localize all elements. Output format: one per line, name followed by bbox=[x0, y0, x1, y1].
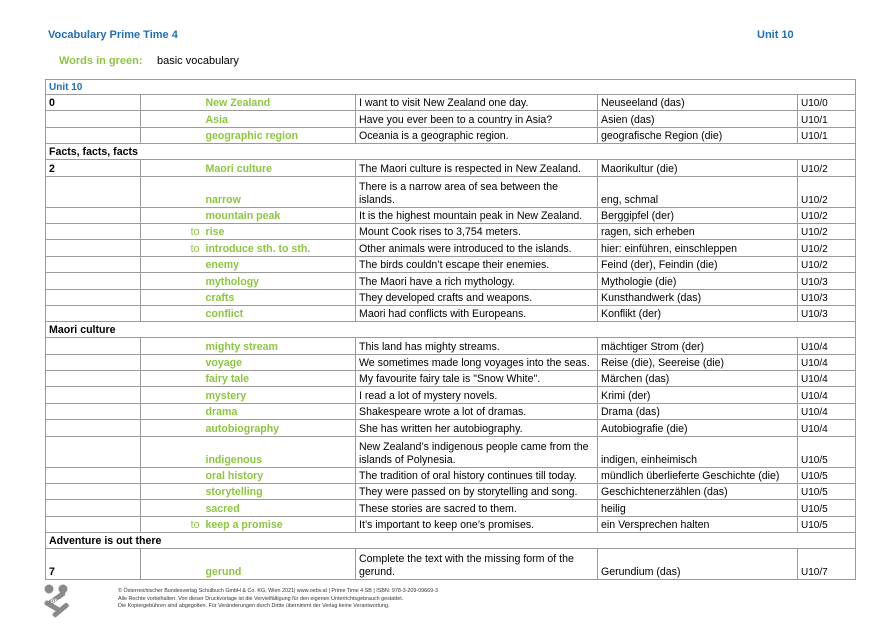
vocab-word: narrow bbox=[203, 176, 356, 207]
infinitive-marker: to bbox=[141, 516, 203, 532]
example-sentence: It is the highest mountain peak in New Zealand. bbox=[356, 207, 598, 223]
document-title: Vocabulary Prime Time 4 bbox=[48, 29, 178, 41]
german-translation: heilig bbox=[598, 500, 798, 516]
exercise-number bbox=[46, 273, 141, 289]
exercise-number bbox=[46, 111, 141, 127]
infinitive-marker bbox=[141, 387, 203, 403]
infinitive-marker bbox=[141, 549, 203, 580]
german-translation: Asien (das) bbox=[598, 111, 798, 127]
vocab-row bbox=[46, 176, 856, 207]
page-reference: U10/4 bbox=[798, 338, 856, 354]
german-translation: Kunsthandwerk (das) bbox=[598, 289, 798, 305]
page-reference: U10/5 bbox=[798, 484, 856, 500]
german-translation: hier: einführen, einschleppen bbox=[598, 240, 798, 256]
example-sentence: Maori had conflicts with Europeans. bbox=[356, 305, 598, 321]
exercise-number bbox=[46, 420, 141, 436]
vocab-word: enemy bbox=[203, 256, 356, 272]
legend-label: Words in green: bbox=[59, 55, 143, 67]
page-reference: U10/3 bbox=[798, 305, 856, 321]
infinitive-marker bbox=[141, 289, 203, 305]
oebv-logo bbox=[38, 580, 74, 618]
exercise-number: 0 bbox=[46, 95, 141, 111]
german-translation: mündlich überlieferte Geschichte (die) bbox=[598, 467, 798, 483]
page-reference: U10/2 bbox=[798, 256, 856, 272]
exercise-number bbox=[46, 516, 141, 532]
exercise-number bbox=[46, 176, 141, 207]
exercise-number: 7 bbox=[46, 549, 141, 580]
example-sentence: There is a narrow area of sea between the islands. bbox=[356, 176, 598, 207]
page-reference: U10/4 bbox=[798, 371, 856, 387]
footer-line: Alle Rechte vorbehalten. Von dieser Druckvorlage ist die Vervielfältigung für den eigenen Unterrichtsgebrauch gestattet. bbox=[118, 595, 404, 602]
example-sentence: Other animals were introduced to the islands. bbox=[356, 240, 598, 256]
page-reference: U10/5 bbox=[798, 500, 856, 516]
german-translation: Berggipfel (der) bbox=[598, 207, 798, 223]
infinitive-marker bbox=[141, 111, 203, 127]
german-translation: Geschichtenerzählen (das) bbox=[598, 484, 798, 500]
vocab-word: autobiography bbox=[203, 420, 356, 436]
vocab-word: New Zealand bbox=[203, 95, 356, 111]
vocabulary-table bbox=[45, 79, 856, 580]
page-reference: U10/4 bbox=[798, 403, 856, 419]
vocab-row bbox=[46, 436, 856, 467]
example-sentence: We sometimes made long voyages into the seas. bbox=[356, 354, 598, 370]
example-sentence: I want to visit New Zealand one day. bbox=[356, 95, 598, 111]
example-sentence: Mount Cook rises to 3,754 meters. bbox=[356, 223, 598, 239]
exercise-number bbox=[46, 500, 141, 516]
infinitive-marker bbox=[141, 127, 203, 143]
unit-label: Unit 10 bbox=[757, 29, 794, 41]
vocab-row bbox=[46, 484, 856, 500]
page-reference: U10/1 bbox=[798, 111, 856, 127]
exercise-number bbox=[46, 207, 141, 223]
infinitive-marker: to bbox=[141, 240, 203, 256]
section-header-row bbox=[46, 533, 856, 549]
german-translation: Autobiografie (die) bbox=[598, 420, 798, 436]
vocab-word: voyage bbox=[203, 354, 356, 370]
infinitive-marker: to bbox=[141, 223, 203, 239]
vocab-word: gerund bbox=[203, 549, 356, 580]
section-title: Maori culture bbox=[46, 322, 856, 338]
example-sentence: The tradition of oral history continues till today. bbox=[356, 467, 598, 483]
exercise-number bbox=[46, 403, 141, 419]
footer-line: © Österreichischer Bundesverlag Schulbuch GmbH & Co. KG, Wien 2021| www.oebv.at | Prime Time 4 SB | ISBN: 978-3-209-09669-3 bbox=[118, 588, 438, 594]
logo-text: öbv bbox=[50, 599, 62, 605]
example-sentence: She has written her autobiography. bbox=[356, 420, 598, 436]
vocab-row bbox=[46, 354, 856, 370]
vocab-row bbox=[46, 516, 856, 532]
infinitive-marker bbox=[141, 500, 203, 516]
page-reference: U10/2 bbox=[798, 160, 856, 176]
example-sentence: Have you ever been to a country in Asia? bbox=[356, 111, 598, 127]
vocab-row bbox=[46, 223, 856, 239]
vocab-word: keep a promise bbox=[203, 516, 356, 532]
exercise-number bbox=[46, 223, 141, 239]
vocab-word: mythology bbox=[203, 273, 356, 289]
page-reference: U10/2 bbox=[798, 240, 856, 256]
vocab-word: sacred bbox=[203, 500, 356, 516]
exercise-number bbox=[46, 387, 141, 403]
german-translation: Maorikultur (die) bbox=[598, 160, 798, 176]
example-sentence: The Maori culture is respected in New Zealand. bbox=[356, 160, 598, 176]
german-translation: ragen, sich erheben bbox=[598, 223, 798, 239]
infinitive-marker bbox=[141, 436, 203, 467]
vocab-row bbox=[46, 95, 856, 111]
vocab-word: Asia bbox=[203, 111, 356, 127]
infinitive-marker bbox=[141, 338, 203, 354]
page-reference: U10/5 bbox=[798, 436, 856, 467]
page-reference: U10/1 bbox=[798, 127, 856, 143]
exercise-number bbox=[46, 371, 141, 387]
page-reference: U10/5 bbox=[798, 467, 856, 483]
exercise-number bbox=[46, 289, 141, 305]
vocab-word: mountain peak bbox=[203, 207, 356, 223]
infinitive-marker bbox=[141, 467, 203, 483]
vocab-row bbox=[46, 500, 856, 516]
vocab-word: indigenous bbox=[203, 436, 356, 467]
page-reference: U10/0 bbox=[798, 95, 856, 111]
vocab-row bbox=[46, 207, 856, 223]
infinitive-marker bbox=[141, 354, 203, 370]
german-translation: Märchen (das) bbox=[598, 371, 798, 387]
vocab-row bbox=[46, 289, 856, 305]
page-reference: U10/7 bbox=[798, 549, 856, 580]
german-translation: Krimi (der) bbox=[598, 387, 798, 403]
vocab-row bbox=[46, 467, 856, 483]
vocab-row bbox=[46, 160, 856, 176]
vocab-row bbox=[46, 338, 856, 354]
vocab-word: geographic region bbox=[203, 127, 356, 143]
vocab-word: rise bbox=[203, 223, 356, 239]
page-reference: U10/4 bbox=[798, 420, 856, 436]
example-sentence: This land has mighty streams. bbox=[356, 338, 598, 354]
example-sentence: Oceania is a geographic region. bbox=[356, 127, 598, 143]
infinitive-marker bbox=[141, 403, 203, 419]
german-translation: Mythologie (die) bbox=[598, 273, 798, 289]
example-sentence: The Maori have a rich mythology. bbox=[356, 273, 598, 289]
vocab-word: fairy tale bbox=[203, 371, 356, 387]
german-translation: Feind (der), Feindin (die) bbox=[598, 256, 798, 272]
vocab-word: drama bbox=[203, 403, 356, 419]
exercise-number bbox=[46, 354, 141, 370]
vocab-row bbox=[46, 256, 856, 272]
vocab-row bbox=[46, 273, 856, 289]
example-sentence: They were passed on by storytelling and song. bbox=[356, 484, 598, 500]
example-sentence: They developed crafts and weapons. bbox=[356, 289, 598, 305]
vocab-row bbox=[46, 127, 856, 143]
footer-line: Die Kopiergebühren sind abgegolten. Für Veränderungen durch Dritte übernimmt der Verlag keine Verantwortung. bbox=[118, 603, 390, 610]
german-translation: Konflikt (der) bbox=[598, 305, 798, 321]
page-reference: U10/2 bbox=[798, 176, 856, 207]
infinitive-marker bbox=[141, 371, 203, 387]
page-reference: U10/2 bbox=[798, 223, 856, 239]
page-reference: U10/4 bbox=[798, 387, 856, 403]
exercise-number bbox=[46, 305, 141, 321]
infinitive-marker bbox=[141, 95, 203, 111]
exercise-number: 2 bbox=[46, 160, 141, 176]
vocab-row bbox=[46, 240, 856, 256]
section-header-row bbox=[46, 144, 856, 160]
infinitive-marker bbox=[141, 207, 203, 223]
exercise-number bbox=[46, 467, 141, 483]
page-reference: U10/2 bbox=[798, 207, 856, 223]
exercise-number bbox=[46, 127, 141, 143]
exercise-number bbox=[46, 338, 141, 354]
example-sentence: New Zealand’s indigenous people came from the islands of Polynesia. bbox=[356, 436, 598, 467]
exercise-number bbox=[46, 484, 141, 500]
example-sentence: Shakespeare wrote a lot of dramas. bbox=[356, 403, 598, 419]
page-reference: U10/3 bbox=[798, 289, 856, 305]
vocab-row bbox=[46, 305, 856, 321]
vocab-row bbox=[46, 111, 856, 127]
infinitive-marker bbox=[141, 176, 203, 207]
vocab-word: Maori culture bbox=[203, 160, 356, 176]
example-sentence: Complete the text with the missing form of the gerund. bbox=[356, 549, 598, 580]
example-sentence: It’s important to keep one’s promises. bbox=[356, 516, 598, 532]
vocab-row bbox=[46, 387, 856, 403]
infinitive-marker bbox=[141, 160, 203, 176]
vocab-word: mighty stream bbox=[203, 338, 356, 354]
page-reference: U10/4 bbox=[798, 354, 856, 370]
german-translation: Gerundium (das) bbox=[598, 549, 798, 580]
vocab-word: conflict bbox=[203, 305, 356, 321]
legend-text: basic vocabulary bbox=[157, 55, 239, 67]
german-translation: ein Versprechen halten bbox=[598, 516, 798, 532]
section-title: Adventure is out there bbox=[46, 533, 856, 549]
section-header-row bbox=[46, 322, 856, 338]
german-translation: Reise (die), Seereise (die) bbox=[598, 354, 798, 370]
vocab-row bbox=[46, 371, 856, 387]
exercise-number bbox=[46, 256, 141, 272]
vocab-row bbox=[46, 549, 856, 580]
section-title: Facts, facts, facts bbox=[46, 144, 856, 160]
german-translation: indigen, einheimisch bbox=[598, 436, 798, 467]
infinitive-marker bbox=[141, 305, 203, 321]
german-translation: eng, schmal bbox=[598, 176, 798, 207]
vocab-word: mystery bbox=[203, 387, 356, 403]
page-reference: U10/3 bbox=[798, 273, 856, 289]
vocab-row bbox=[46, 403, 856, 419]
example-sentence: My favourite fairy tale is "Snow White". bbox=[356, 371, 598, 387]
infinitive-marker bbox=[141, 273, 203, 289]
vocab-word: oral history bbox=[203, 467, 356, 483]
german-translation: geografische Region (die) bbox=[598, 127, 798, 143]
example-sentence: I read a lot of mystery novels. bbox=[356, 387, 598, 403]
german-translation: Neuseeland (das) bbox=[598, 95, 798, 111]
page-reference: U10/5 bbox=[798, 516, 856, 532]
copyright-footer bbox=[118, 588, 438, 611]
exercise-number bbox=[46, 240, 141, 256]
vocab-word: crafts bbox=[203, 289, 356, 305]
infinitive-marker bbox=[141, 420, 203, 436]
german-translation: Drama (das) bbox=[598, 403, 798, 419]
infinitive-marker bbox=[141, 484, 203, 500]
german-translation: mächtiger Strom (der) bbox=[598, 338, 798, 354]
exercise-number bbox=[46, 436, 141, 467]
table-unit-header bbox=[46, 80, 856, 95]
table-unit-title: Unit 10 bbox=[46, 80, 856, 95]
vocab-word: introduce sth. to sth. bbox=[203, 240, 356, 256]
vocab-row bbox=[46, 420, 856, 436]
vocab-word: storytelling bbox=[203, 484, 356, 500]
example-sentence: These stories are sacred to them. bbox=[356, 500, 598, 516]
infinitive-marker bbox=[141, 256, 203, 272]
example-sentence: The birds couldn’t escape their enemies. bbox=[356, 256, 598, 272]
